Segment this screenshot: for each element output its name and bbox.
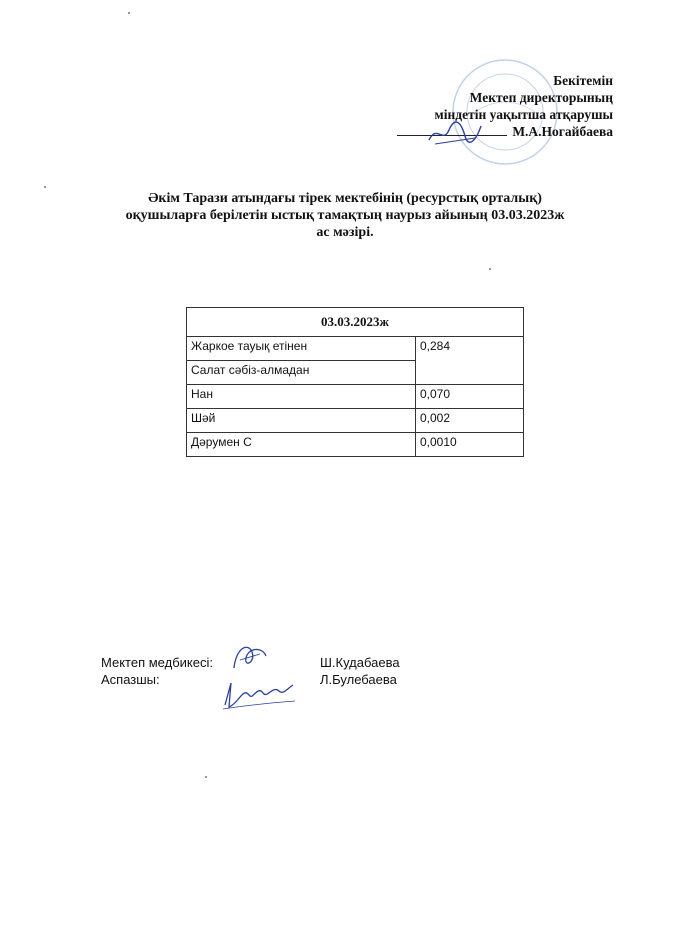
- table-row: [187, 433, 524, 457]
- cook-label: Аспазшы:: [101, 672, 160, 687]
- date-header: 03.03.2023ж: [187, 308, 524, 337]
- scan-speck: [489, 268, 491, 270]
- scan-speck: [128, 12, 130, 14]
- director-signature: [425, 118, 485, 148]
- dish-name: Нан: [187, 385, 416, 409]
- table-row: [187, 409, 524, 433]
- scan-speck: [205, 776, 207, 778]
- dish-portion: 0,0010: [416, 433, 524, 457]
- scan-speck: [44, 186, 46, 188]
- cook-name: Л.Булебаева: [320, 672, 397, 687]
- approval-position: Мектеп директорының: [469, 90, 613, 105]
- dish-portion: 0,284: [416, 337, 524, 385]
- cook-signature-row: [101, 671, 521, 688]
- approval-signer-name: М.А.Ногайбаева: [512, 124, 613, 139]
- document-title: [90, 190, 600, 241]
- cook-signature: [219, 675, 299, 713]
- dish-portion: 0,002: [416, 409, 524, 433]
- title-line-3: ас мәзірі.: [316, 225, 374, 240]
- dish-portion: 0,070: [416, 385, 524, 409]
- table-row: [187, 337, 524, 361]
- dish-name: Шәй: [187, 409, 416, 433]
- nurse-signature-row: [101, 654, 521, 671]
- nurse-label: Мектеп медбикесі:: [101, 655, 213, 670]
- title-line-1: Әкім Тарази атындағы тірек мектебінің (ресурстық орталық): [148, 191, 542, 206]
- nurse-name: Ш.Кудабаева: [320, 655, 400, 670]
- approval-role: міндетін уақытша атқарушы: [434, 107, 613, 122]
- table-header-row: [187, 308, 524, 337]
- dish-name: Салат сәбіз-алмадан: [187, 361, 416, 385]
- table-row: [187, 385, 524, 409]
- signatures-block: [101, 654, 521, 688]
- dish-name: Жаркое тауық етінен: [187, 337, 416, 361]
- approval-heading: Бекітемін: [553, 73, 613, 88]
- title-line-2: оқушыларға берілетін ыстық тамақтың наурыз айының 03.03.2023ж: [125, 208, 565, 223]
- dish-name: Дәрумен С: [187, 433, 416, 457]
- menu-table: [186, 307, 524, 457]
